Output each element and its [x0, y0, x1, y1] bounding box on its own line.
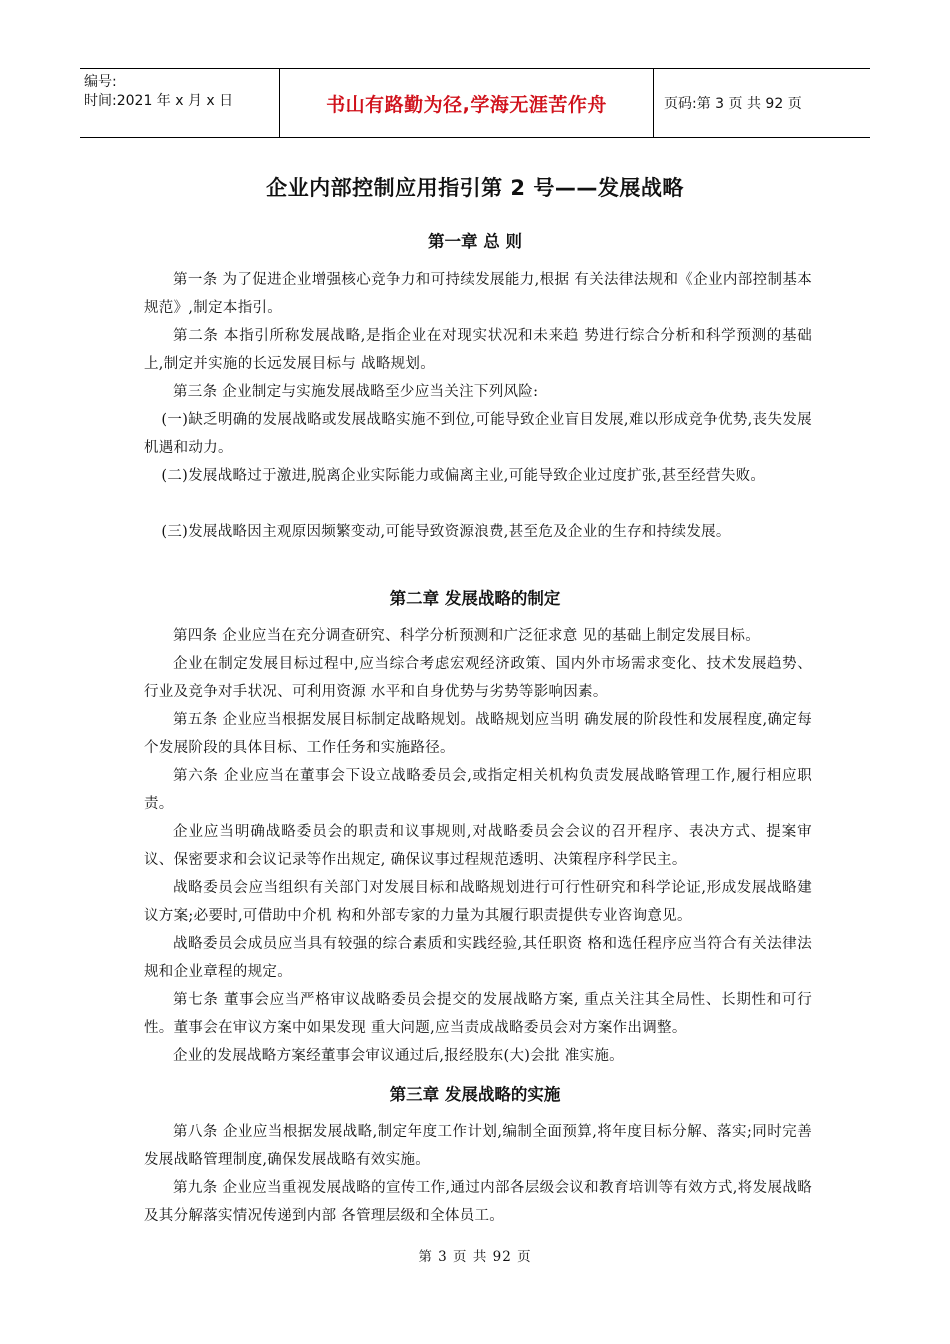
article-paragraph: 第七条 董事会应当严格审议战略委员会提交的发展战略方案, 重点关注其全局性、长期性和可行性。董事会在审议方案中如果发现 重大问题,应当责成战略委员会对方案作出调整。 [144, 992, 812, 1036]
article-paragraph: 第九条 企业应当重视发展战略的宣传工作,通过内部各层级会议和教育培训等有效方式,将发展战略及其分解落实情况传递到内部 各管理层级和全体员工。 [144, 1180, 812, 1224]
document-title: 企业内部控制应用指引第 2 号——发展战略 [266, 176, 684, 200]
header-page-info: 页码:第 3 页 共 92 页 [664, 96, 802, 112]
document-time-label: 时间:2021 年 x 月 x 日 [84, 93, 234, 109]
article-paragraph: 第八条 企业应当根据发展战略,制定年度工作计划,编制全面预算,将年度目标分解、落实;同时完善发展战略管理制度,确保发展战略有效实施。 [144, 1124, 812, 1168]
list-item: (一)缺乏明确的发展战略或发展战略实施不到位,可能导致企业盲目发展,难以形成竞争优势,丧失发展机遇和动力。 [144, 412, 812, 456]
article-paragraph: 企业的发展战略方案经董事会审议通过后,报经股东(大)会批 准实施。 [173, 1048, 624, 1064]
chapter-heading: 第一章 总 则 [428, 232, 522, 251]
header-meta [80, 69, 280, 137]
article-paragraph: 战略委员会应当组织有关部门对发展目标和战略规划进行可行性研究和科学论证,形成发展战略建议方案;必要时,可借助中介机 构和外部专家的力量为其履行职责提供专业咨询意见。 [144, 880, 812, 924]
chapter-heading: 第三章 发展战略的实施 [389, 1085, 561, 1104]
header-motto: 书山有路勤为径,学海无涯苦作舟 [280, 69, 654, 137]
article-paragraph: 第一条 为了促进企业增强核心竞争力和可持续发展能力,根据 有关法律法规和《企业内部控制基本规范》,制定本指引。 [144, 272, 812, 316]
article-paragraph: 第三条 企业制定与实施发展战略至少应当关注下列风险: [173, 384, 539, 400]
article-paragraph: 第六条 企业应当在董事会下设立战略委员会,或指定相关机构负责发展战略管理工作,履行相应职责。 [144, 768, 812, 812]
page-header [80, 68, 870, 138]
chapter-heading: 第二章 发展战略的制定 [389, 589, 561, 608]
article-paragraph: 第二条 本指引所称发展战略,是指企业在对现实状况和未来趋 势进行综合分析和科学预测的基础上,制定并实施的长远发展目标与 战略规划。 [144, 328, 812, 372]
page-footer: 第 3 页 共 92 页 [418, 1249, 532, 1265]
document-number-label: 编号: [84, 74, 117, 90]
article-paragraph: 第四条 企业应当在充分调查研究、科学分析预测和广泛征求意 见的基础上制定发展目标。 [173, 628, 761, 644]
article-paragraph: 第五条 企业应当根据发展目标制定战略规划。战略规划应当明 确发展的阶段性和发展程度,确定每个发展阶段的具体目标、工作任务和实施路径。 [144, 712, 812, 756]
article-paragraph: 战略委员会成员应当具有较强的综合素质和实践经验,其任职资 格和选任程序应当符合有关法律法规和企业章程的规定。 [144, 936, 812, 980]
article-paragraph: 企业应当明确战略委员会的职责和议事规则,对战略委员会会议的召开程序、表决方式、提案审议、保密要求和会议记录等作出规定, 确保议事过程规范透明、决策程序科学民主。 [144, 824, 812, 868]
article-paragraph: 企业在制定发展目标过程中,应当综合考虑宏观经济政策、国内外市场需求变化、技术发展趋势、行业及竞争对手状况、可利用资源 水平和自身优势与劣势等影响因素。 [144, 656, 812, 700]
list-item: (三)发展战略因主观原因频繁变动,可能导致资源浪费,甚至危及企业的生存和持续发展。 [161, 524, 731, 540]
list-item: (二)发展战略过于激进,脱离企业实际能力或偏离主业,可能导致企业过度扩张,甚至经营失败。 [161, 468, 766, 484]
